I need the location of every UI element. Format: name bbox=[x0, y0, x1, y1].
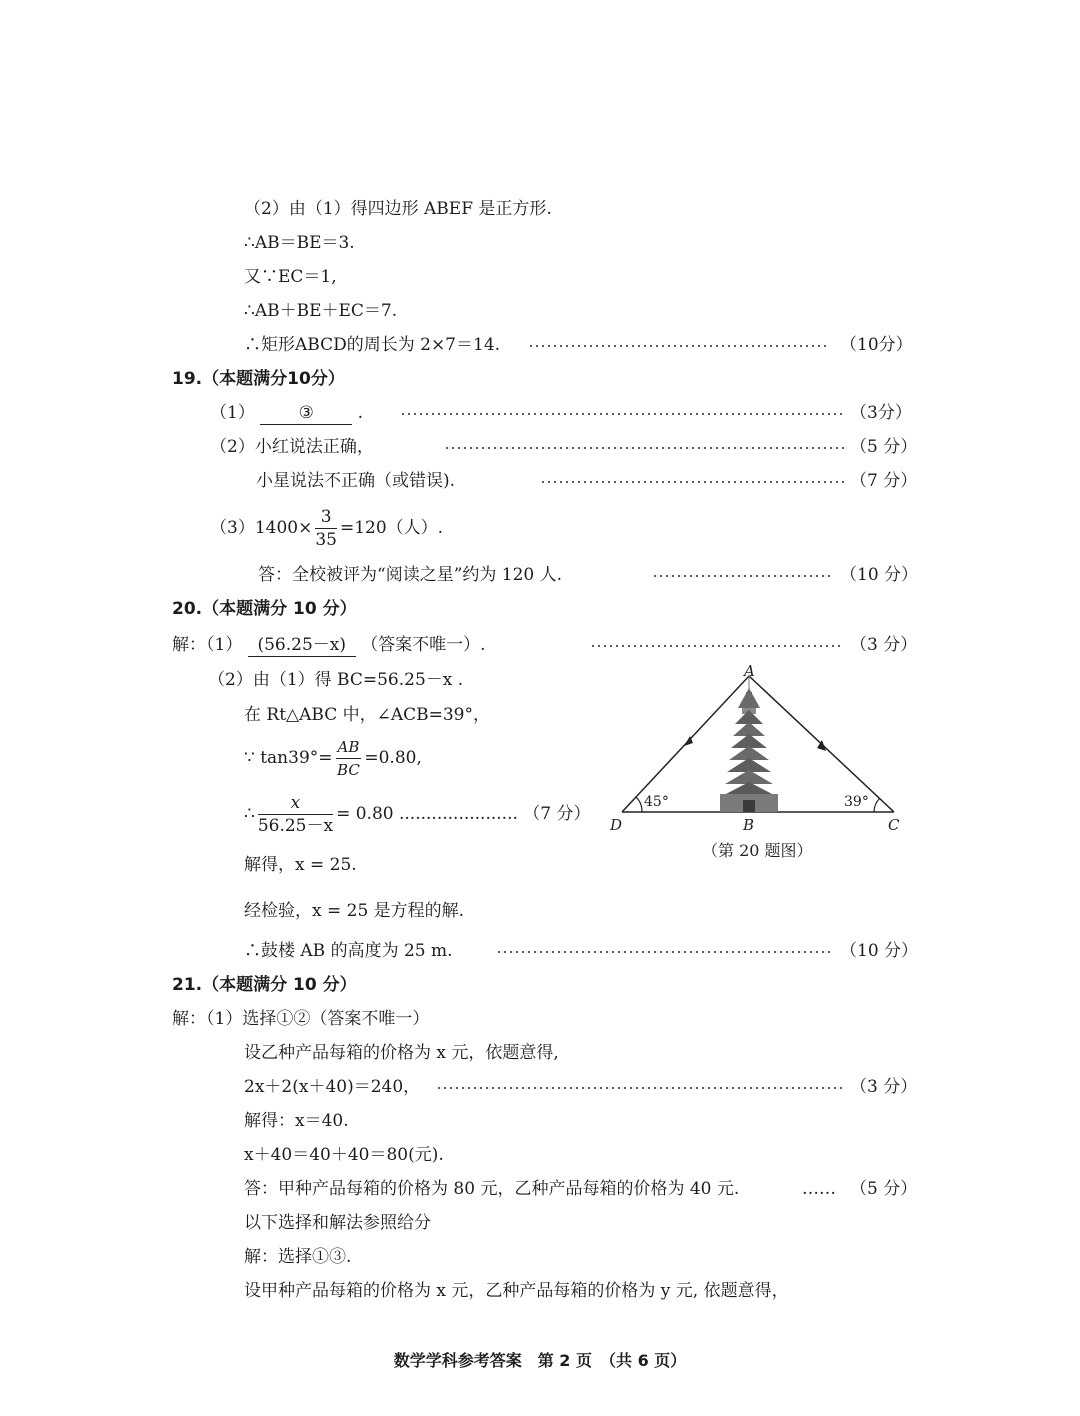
q20-line-5-post: = 0.80 ...................... bbox=[336, 804, 518, 824]
q20-score-8-row bbox=[0, 940, 1080, 962]
q19-part-3-post: =120（人）. bbox=[339, 518, 444, 538]
q21-line-9: 设甲种产品每箱的价格为 x 元，乙种产品每箱的价格为 y 元, 依题意得， bbox=[244, 1281, 789, 1301]
q20-tan-fraction bbox=[336, 736, 362, 781]
q20-line-3: 在 Rt△ABC 中，∠ACB=39°， bbox=[244, 705, 491, 725]
page-footer: 数学学科参考答案 第 2 页 （共 6 页） bbox=[393, 1351, 687, 1370]
q20-title: 20.（本题满分 10 分） bbox=[172, 599, 357, 619]
leader-dots bbox=[528, 345, 828, 347]
q19-part-2b: 小星说法不正确（或错误). bbox=[256, 471, 456, 491]
point-d-label: D bbox=[610, 816, 623, 834]
angle-39-label: 39° bbox=[844, 794, 869, 810]
q18-line-5: ∴矩形ABCD的周长为 2×7＝14. bbox=[244, 335, 501, 355]
q20-part-1-note: （答案不唯一）. bbox=[361, 635, 486, 655]
q20-part-1-label: 解：（1） bbox=[172, 635, 243, 655]
q21-line-4: 解得：x＝40. bbox=[244, 1111, 349, 1131]
q19-score-1: （3分） bbox=[850, 403, 912, 423]
q20-line-5-pre: ∴ bbox=[244, 804, 255, 824]
q20-line-4 bbox=[244, 736, 422, 781]
q20-figure bbox=[606, 664, 906, 864]
leader-dots bbox=[590, 645, 844, 647]
q19-title: 19.（本题满分10分） bbox=[172, 369, 345, 389]
q20-eq-fraction bbox=[258, 792, 333, 837]
q20-score-1: （3 分） bbox=[850, 635, 918, 655]
leader-dots bbox=[540, 481, 844, 483]
q19-fraction bbox=[315, 506, 337, 551]
angle-arc-45 bbox=[636, 797, 642, 812]
q19-answer: 答：全校被评为“阅读之星”约为 120 人. bbox=[258, 565, 563, 585]
drum-tower-icon bbox=[720, 688, 778, 812]
q19-score-3-row bbox=[0, 564, 1080, 586]
q20-line-5 bbox=[244, 792, 591, 837]
q20-eq-num: x bbox=[258, 792, 333, 815]
q21-line-3: 2x＋2(x＋40)＝240， bbox=[244, 1077, 421, 1097]
q21-line-1: 解：（1）选择①②（答案不唯一） bbox=[172, 1009, 430, 1029]
q21-score-6-dots: …… bbox=[802, 1179, 836, 1199]
q19-fraction-num: 3 bbox=[315, 506, 337, 529]
q18-line-4: ∴AB＋BE＋EC＝7. bbox=[244, 301, 398, 321]
q19-score-2a-row bbox=[0, 436, 1080, 458]
leader-dots bbox=[400, 413, 844, 415]
angle-45-label: 45° bbox=[644, 794, 669, 810]
q19-part-3 bbox=[210, 506, 443, 551]
q19-part-2a: （2）小红说法正确， bbox=[210, 437, 374, 457]
q19-score-2b-row bbox=[0, 470, 1080, 492]
q20-line-8: ∴鼓楼 AB 的高度为 25 m. bbox=[244, 941, 453, 961]
q20-score-1-row bbox=[0, 634, 1080, 656]
q19-score-2b: （7 分） bbox=[850, 471, 918, 491]
q19-score-2a: （5 分） bbox=[850, 437, 918, 457]
q20-score-5: （7 分） bbox=[523, 804, 591, 824]
q19-score-1-row bbox=[0, 402, 1080, 424]
q21-line-7: 以下选择和解法参照给分 bbox=[244, 1213, 431, 1233]
q18-score: （10分） bbox=[840, 335, 913, 355]
q21-score-6-row bbox=[0, 1178, 1080, 1200]
q21-score-3: （3 分） bbox=[850, 1077, 918, 1097]
point-c-label: C bbox=[888, 816, 900, 834]
figure-caption: （第 20 题图） bbox=[702, 841, 813, 860]
q21-line-6: 答：甲种产品每箱的价格为 80 元，乙种产品每箱的价格为 40 元. bbox=[244, 1179, 740, 1199]
q21-line-2: 设乙种产品每箱的价格为 x 元，依题意得, bbox=[244, 1043, 559, 1063]
angle-arc-39 bbox=[874, 798, 880, 812]
q20-part-2: （2）由（1）得 BC=56.25－x . bbox=[208, 670, 464, 690]
leader-dots bbox=[444, 447, 844, 449]
q20-line-6: 解得，x = 25. bbox=[244, 855, 357, 875]
leader-dots bbox=[652, 575, 832, 577]
q18-line-1: （2）由（1）得四边形 ABEF 是正方形. bbox=[244, 199, 552, 219]
q18-line-2: ∴AB＝BE＝3. bbox=[244, 233, 355, 253]
q18-line-3: 又∵EC＝1, bbox=[244, 267, 337, 287]
leader-dots bbox=[436, 1087, 844, 1089]
point-a-label: A bbox=[744, 664, 755, 680]
q19-score-3: （10 分） bbox=[840, 565, 919, 585]
q20-line-4-pre: ∵ tan39°= bbox=[244, 748, 333, 768]
q20-tan-den: BC bbox=[337, 761, 360, 779]
q20-score-8: （10 分） bbox=[840, 941, 919, 961]
q19-part-1-label: （1） bbox=[210, 403, 255, 423]
q19-part-1-end: . bbox=[357, 403, 364, 423]
q21-line-8: 解：选择①③. bbox=[244, 1247, 352, 1267]
q20-line-4-post: =0.80, bbox=[364, 748, 422, 768]
q21-score-3-row bbox=[0, 1076, 1080, 1098]
leader-dots bbox=[496, 951, 832, 953]
point-b-label: B bbox=[743, 816, 755, 834]
q19-part-1-answer: ③ bbox=[260, 402, 352, 425]
q20-tan-num: AB bbox=[336, 736, 362, 759]
q19-fraction-den: 35 bbox=[315, 530, 337, 550]
q18-score-row bbox=[0, 334, 1080, 356]
q20-eq-den: 56.25－x bbox=[257, 816, 334, 836]
q21-score-6: （5 分） bbox=[850, 1179, 918, 1199]
q21-line-5: x＋40＝40＋40＝80(元). bbox=[244, 1145, 444, 1165]
q19-part-3-pre: （3）1400× bbox=[210, 518, 313, 538]
q21-title: 21.（本题满分 10 分） bbox=[172, 975, 357, 995]
q20-line-7: 经检验，x = 25 是方程的解. bbox=[244, 901, 465, 921]
q20-part-1-answer: (56.25－x) bbox=[248, 634, 356, 657]
